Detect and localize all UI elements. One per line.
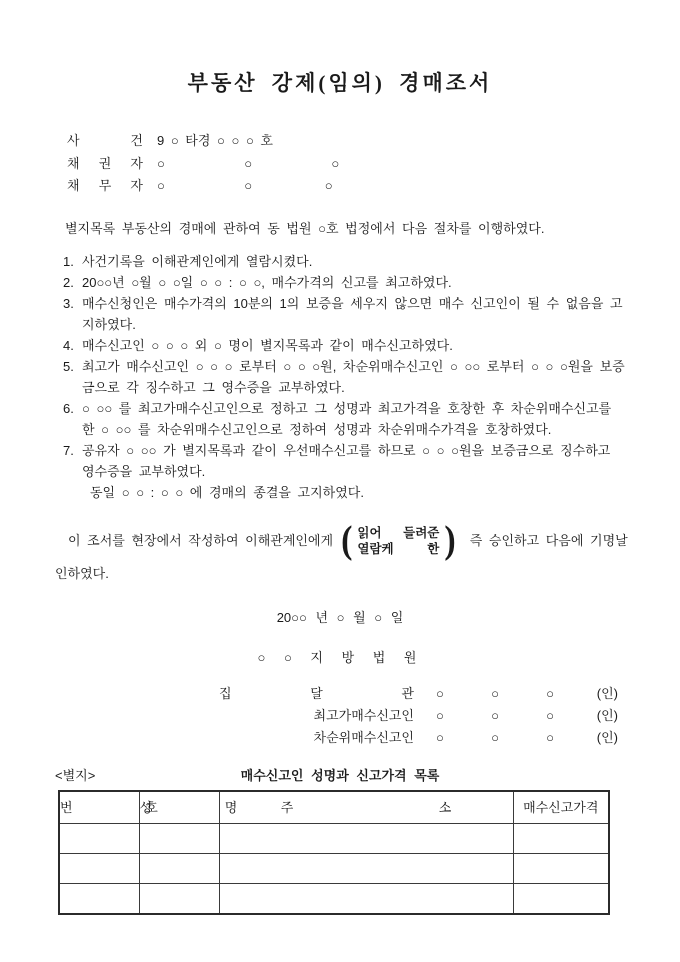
procedure-number: 3.: [63, 295, 74, 311]
column-header-name: 성 명: [139, 791, 219, 824]
second-bidder-name-placeholders: ○ ○ ○: [436, 729, 554, 745]
procedure-text: 공유자 ○ ○○ 가 별지목록과 같이 우선매수신고를 하므로 ○ ○ ○원을 보증금으로 징수하고 영수증을 교부하였다.: [82, 442, 611, 479]
procedure-text: ○ ○○ 를 최고가매수신고인으로 정하고 그 성명과 최고가격을 호창한 후 차순위매수신고를 한 ○ ○○ 를 차순위매수신고인으로 정하여 성명과 차순위매수가격을 호창하였다.: [82, 400, 612, 437]
procedure-item-3: [63, 293, 625, 335]
cell-name: [139, 853, 219, 883]
bailiff-seal-mark: (인): [596, 685, 618, 701]
debtor-label: 채 무 자: [67, 178, 143, 193]
appendix-header-row: [55, 765, 625, 787]
cell-address: [219, 853, 513, 883]
procedure-list: [63, 251, 625, 503]
procedure-item-7: [63, 440, 625, 482]
procedure-item-4: [63, 335, 625, 356]
attestation-tail-text: 즉 승인하고 다음에 기명날: [469, 533, 628, 548]
cell-name: [139, 823, 219, 853]
column-header-bid-price: 매수신고가격: [513, 791, 609, 824]
bailiff-role-label: 집 달 관: [219, 685, 414, 701]
bidder-list-title: 매수신고인 성명과 신고가격 목록: [240, 767, 440, 783]
appendix-tag: <별지>: [55, 767, 96, 783]
cell-address: [219, 883, 513, 914]
table-row: [59, 823, 609, 853]
procedure-text: 매수신청인은 매수가격의 10분의 1의 보증을 세우지 않으면 매수 신고인이 될 수 없음을 고지하였다.: [82, 295, 623, 332]
document-title: 부동산 강제(임의) 경매조서: [187, 71, 493, 95]
second-bidder-role-label: 차순위매수신고인: [313, 729, 414, 745]
closing-note: 동일 ○ ○ : ○ ○ 에 경매의 종결을 고지하였다.: [90, 484, 364, 500]
procedure-number: 2.: [63, 274, 74, 290]
procedure-item-1: [63, 251, 625, 272]
highest-bidder-signature-row: [55, 705, 618, 727]
highest-bidder-role-label: 최고가매수신고인: [313, 707, 414, 723]
attestation-line: [55, 518, 628, 563]
intro-paragraph: 별지목록 부동산의 경매에 관하여 동 법원 ○호 법정에서 다음 절차를 이행하였다.: [65, 220, 545, 236]
procedure-number: 7.: [63, 442, 74, 458]
creditor-value: ○ ○ ○: [157, 155, 340, 171]
procedure-item-5: [63, 356, 625, 398]
cell-address: [219, 823, 513, 853]
attestation-lead-text: 이 조서를 현장에서 작성하여 이해관계인에게: [68, 533, 334, 548]
table-row: [59, 853, 609, 883]
procedure-number: 6.: [63, 400, 74, 416]
debtor-row: [55, 175, 625, 198]
highest-bidder-seal-mark: (인): [596, 707, 618, 723]
attestation-wrap-text: 인하였다.: [55, 565, 109, 581]
procedure-number: 1.: [63, 253, 74, 269]
second-bidder-seal-mark: (인): [596, 729, 618, 745]
procedure-text: 매수신고인 ○ ○ ○ 외 ○ 명이 별지목록과 같이 매수신고하였다.: [82, 337, 453, 353]
appendix-section: [55, 765, 625, 915]
bailiff-name-placeholders: ○ ○ ○: [436, 685, 554, 701]
cell-bid-price: [513, 823, 609, 853]
creditor-row: [55, 153, 625, 176]
case-info-block: [55, 130, 625, 198]
table-header-row: [59, 791, 609, 824]
cell-number: [59, 823, 139, 853]
attestation-block: [55, 518, 628, 585]
read-or-inspect-bracket: [341, 518, 456, 562]
cell-number: [59, 853, 139, 883]
highest-bidder-name-placeholders: ○ ○ ○: [436, 707, 554, 723]
cell-name: [139, 883, 219, 914]
close-paren: ): [444, 518, 456, 562]
bidder-list-table: [58, 790, 610, 915]
procedure-number: 4.: [63, 337, 74, 353]
open-paren: (: [341, 518, 353, 562]
procedure-item-6: [63, 398, 625, 440]
cell-bid-price: [513, 853, 609, 883]
debtor-value: ○ ○ ○: [157, 178, 333, 193]
cell-bid-price: [513, 883, 609, 914]
case-number-row: [55, 130, 625, 153]
procedure-number: 5.: [63, 358, 74, 374]
case-number-label: 사 건: [67, 133, 143, 148]
date-line: 20○○ 년 ○ 월 ○ 일: [276, 609, 404, 625]
bracket-options: [357, 525, 439, 557]
second-bidder-signature-row: [55, 727, 618, 749]
column-header-number: 번 호: [59, 791, 139, 824]
procedure-text: 20○○년 ○월 ○ ○일 ○ ○ : ○ ○, 매수가격의 신고를 최고하였다.: [82, 274, 452, 290]
procedure-text: 사건기록을 이해관계인에게 열람시켰다.: [82, 253, 313, 269]
procedure-text: 최고가 매수신고인 ○ ○ ○ 로부터 ○ ○ ○원, 차순위매수신고인 ○ ○○ 로부터 ○ ○ ○원을 보증금으로 각 징수하고 그 영수증을 교부하였다.: [82, 358, 625, 395]
signature-block: [55, 683, 625, 749]
column-header-address: 주 소: [219, 791, 513, 824]
bracket-option-read-aloud: 읽어 들려준: [357, 525, 440, 540]
court-name: ○ ○ 지 방 법 원: [257, 649, 423, 665]
cell-number: [59, 883, 139, 914]
case-number-value: 9 ○ 타경 ○ ○ ○ 호: [157, 133, 273, 148]
bracket-option-inspected: 열람케 한: [357, 541, 440, 556]
procedure-item-2: [63, 272, 625, 293]
creditor-label: 채 권 자: [67, 155, 143, 171]
table-row: [59, 883, 609, 914]
bailiff-signature-row: [55, 683, 618, 705]
